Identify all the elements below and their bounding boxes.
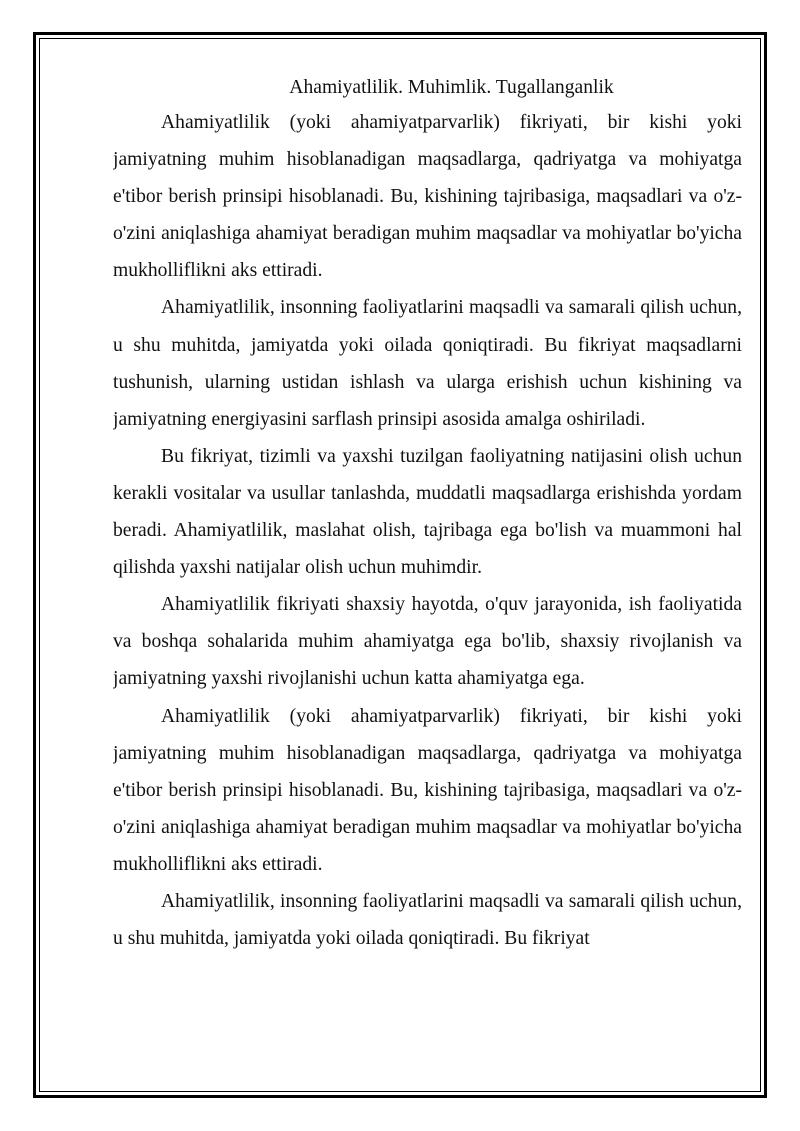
paragraph: Ahamiyatlilik, insonning faoliyatlarini maqsadli va samarali qilish uchun, u shu muhitda, jamiyatda yoki oilada qoniqtiradi. Bu fikriyat [113,890,742,950]
paragraph: Ahamiyatlilik (yoki ahamiyatparvarlik) fikriyati, bir kishi yoki jamiyatning muhim hisoblanadigan maqsadlarga, qadriyatga va mohiyatga e'tibor berish prinsipi hisoblanadi. Bu, kishining tajribasiga, maqsadlari va o'z-o'zini aniqlashiga ahamiyat beradigan muhim maqsadlar va mohiyatlar bo'yicha mukholliflikni aks ettiradi. [113,112,742,282]
paragraph: Ahamiyatlilik, insonning faoliyatlarini maqsadli va samarali qilish uchun, u shu muhitda, jamiyatda yoki oilada qoniqtiradi. Bu fikriyat maqsadlarni tushunish, ularning ustidan ishlash va ularga erishish uchun kishining va jamiyatning energiyasini sarflash prinsipi asosida amalga oshiriladi. [113,297,742,430]
paragraph: Bu fikriyat, tizimli va yaxshi tuzilgan faoliyatning natijasini olish uchun kerakli vositalar va usullar tanlashda, muddatli maqsadlarga erishishda yordam beradi. Ahamiyatlilik, maslahat olish, tajribaga ega bo'lish va muammoni hal qilishda yaxshi natijalar olish uchun muhimdir. [113,445,742,579]
paragraph: Ahamiyatlilik (yoki ahamiyatparvarlik) fikriyati, bir kishi yoki jamiyatning muhim hisoblanadigan maqsadlarga, qadriyatga va mohiyatga e'tibor berish prinsipi hisoblanadi. Bu, kishining tajribasiga, maqsadlari va o'z-o'zini aniqlashiga ahamiyat beradigan muhim maqsadlar va mohiyatlar bo'yicha mukholliflikni aks ettiradi. [113,705,742,875]
document-title: Ahamiyatlilik. Muhimlik. Tugallanganlik [289,77,614,98]
paragraph: Ahamiyatlilik fikriyati shaxsiy hayotda, o'quv jarayonida, ish faoliyatida va boshqa sohalarida muhim ahamiyatga ega bo'lib, shaxsiy rivojlanish va jamiyatning yaxshi rivojlanishi uchun katta ahamiyatga ega. [113,594,742,690]
document-body [113,72,742,1040]
